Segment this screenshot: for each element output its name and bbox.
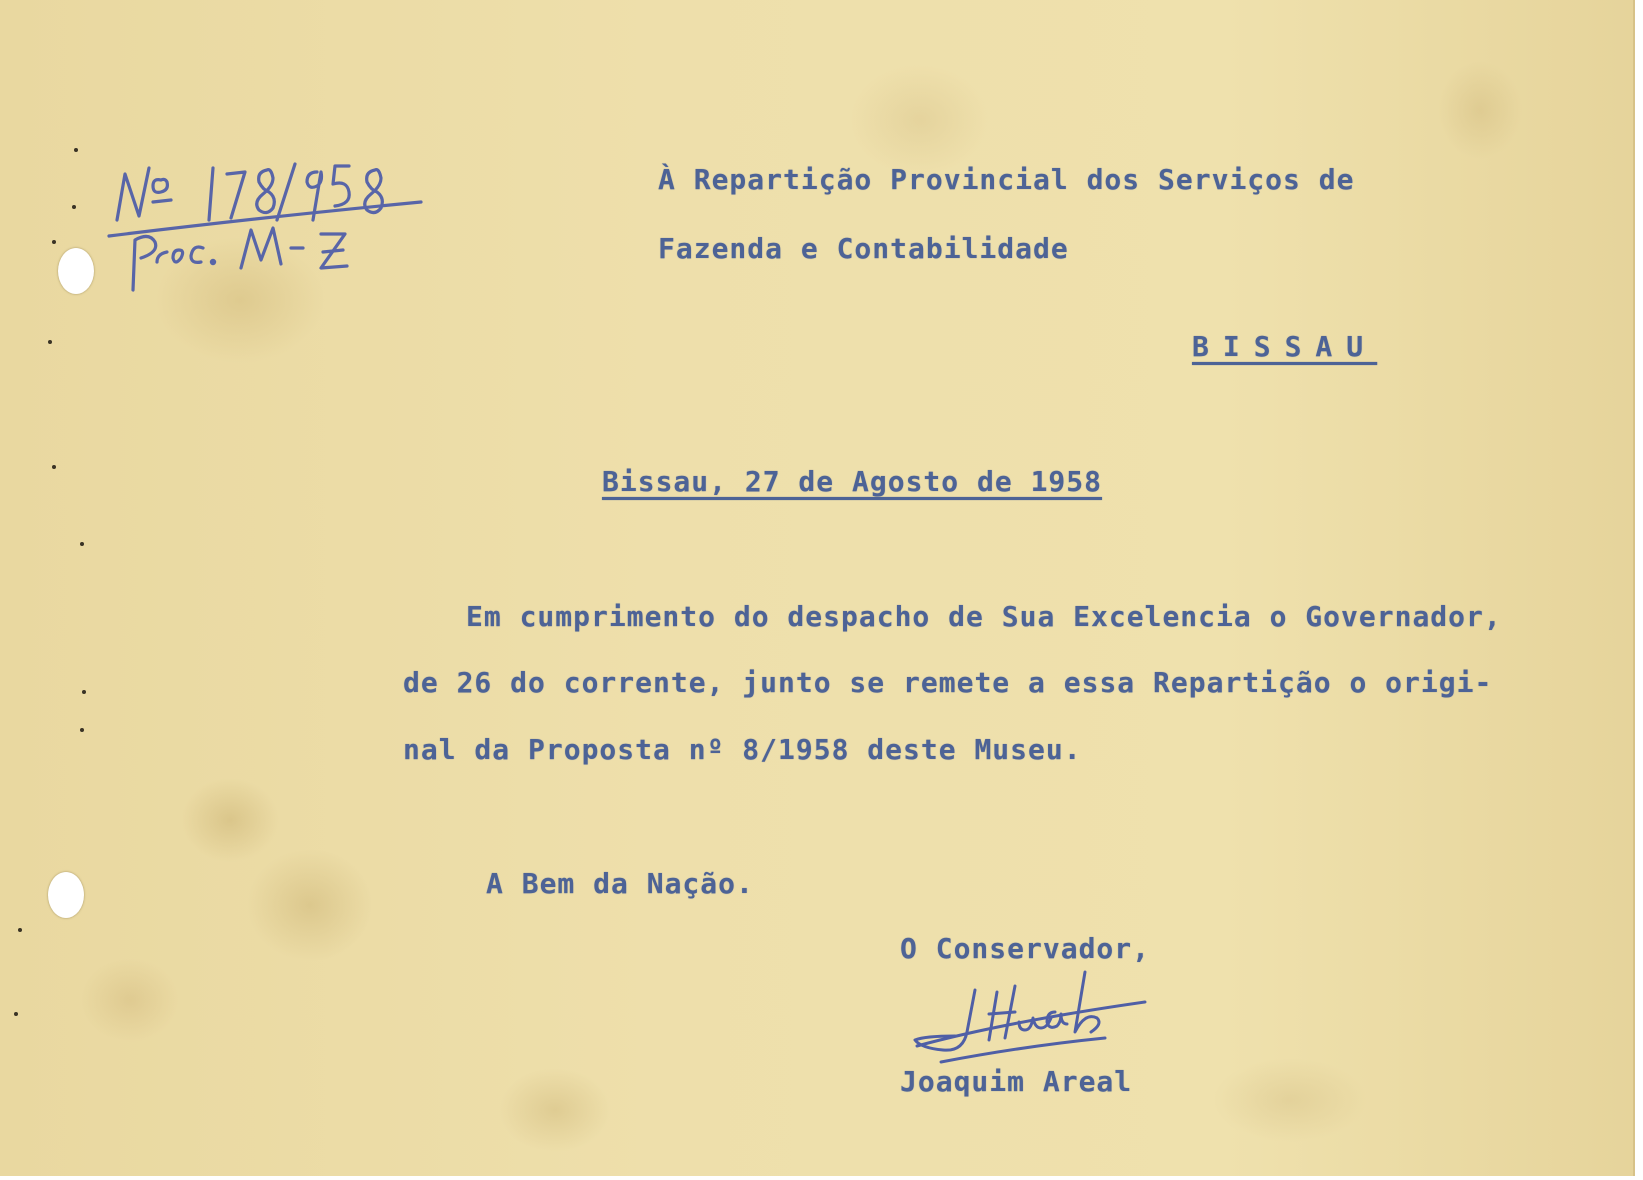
paper-speck xyxy=(82,690,86,694)
recipient-line-1: À Repartição Provincial dos Serviços de xyxy=(658,163,1355,196)
paper-speck xyxy=(52,240,56,244)
punch-hole-top xyxy=(58,248,94,294)
paper-speck xyxy=(72,205,76,209)
paper-speck xyxy=(80,542,84,546)
paper-speck xyxy=(18,928,22,932)
signatory-title: O Conservador, xyxy=(900,932,1151,965)
body-line-2: de 26 do corrente, junto se remete a essa Repartição o origi- xyxy=(403,666,1493,699)
paper-speck xyxy=(48,340,52,344)
body-line-1: Em cumprimento do despacho de Sua Excelencia o Governador, xyxy=(466,600,1502,633)
recipient-city: BISSAU xyxy=(1192,330,1378,363)
punch-hole-bottom xyxy=(48,872,84,918)
handwritten-signature xyxy=(905,962,1165,1072)
paper-speck xyxy=(74,148,78,152)
body-line-3: nal da Proposta nº 8/1958 deste Museu. xyxy=(403,733,1082,766)
recipient-line-2: Fazenda e Contabilidade xyxy=(658,232,1069,265)
signatory-name: Joaquim Areal xyxy=(900,1065,1133,1098)
closing-formula: A Bem da Nação. xyxy=(486,867,754,900)
paper-speck xyxy=(14,1012,18,1016)
paper-speck xyxy=(80,728,84,732)
date-line: Bissau, 27 de Agosto de 1958 xyxy=(602,465,1103,498)
handwritten-reference-note xyxy=(95,140,435,320)
paper-speck xyxy=(52,465,56,469)
